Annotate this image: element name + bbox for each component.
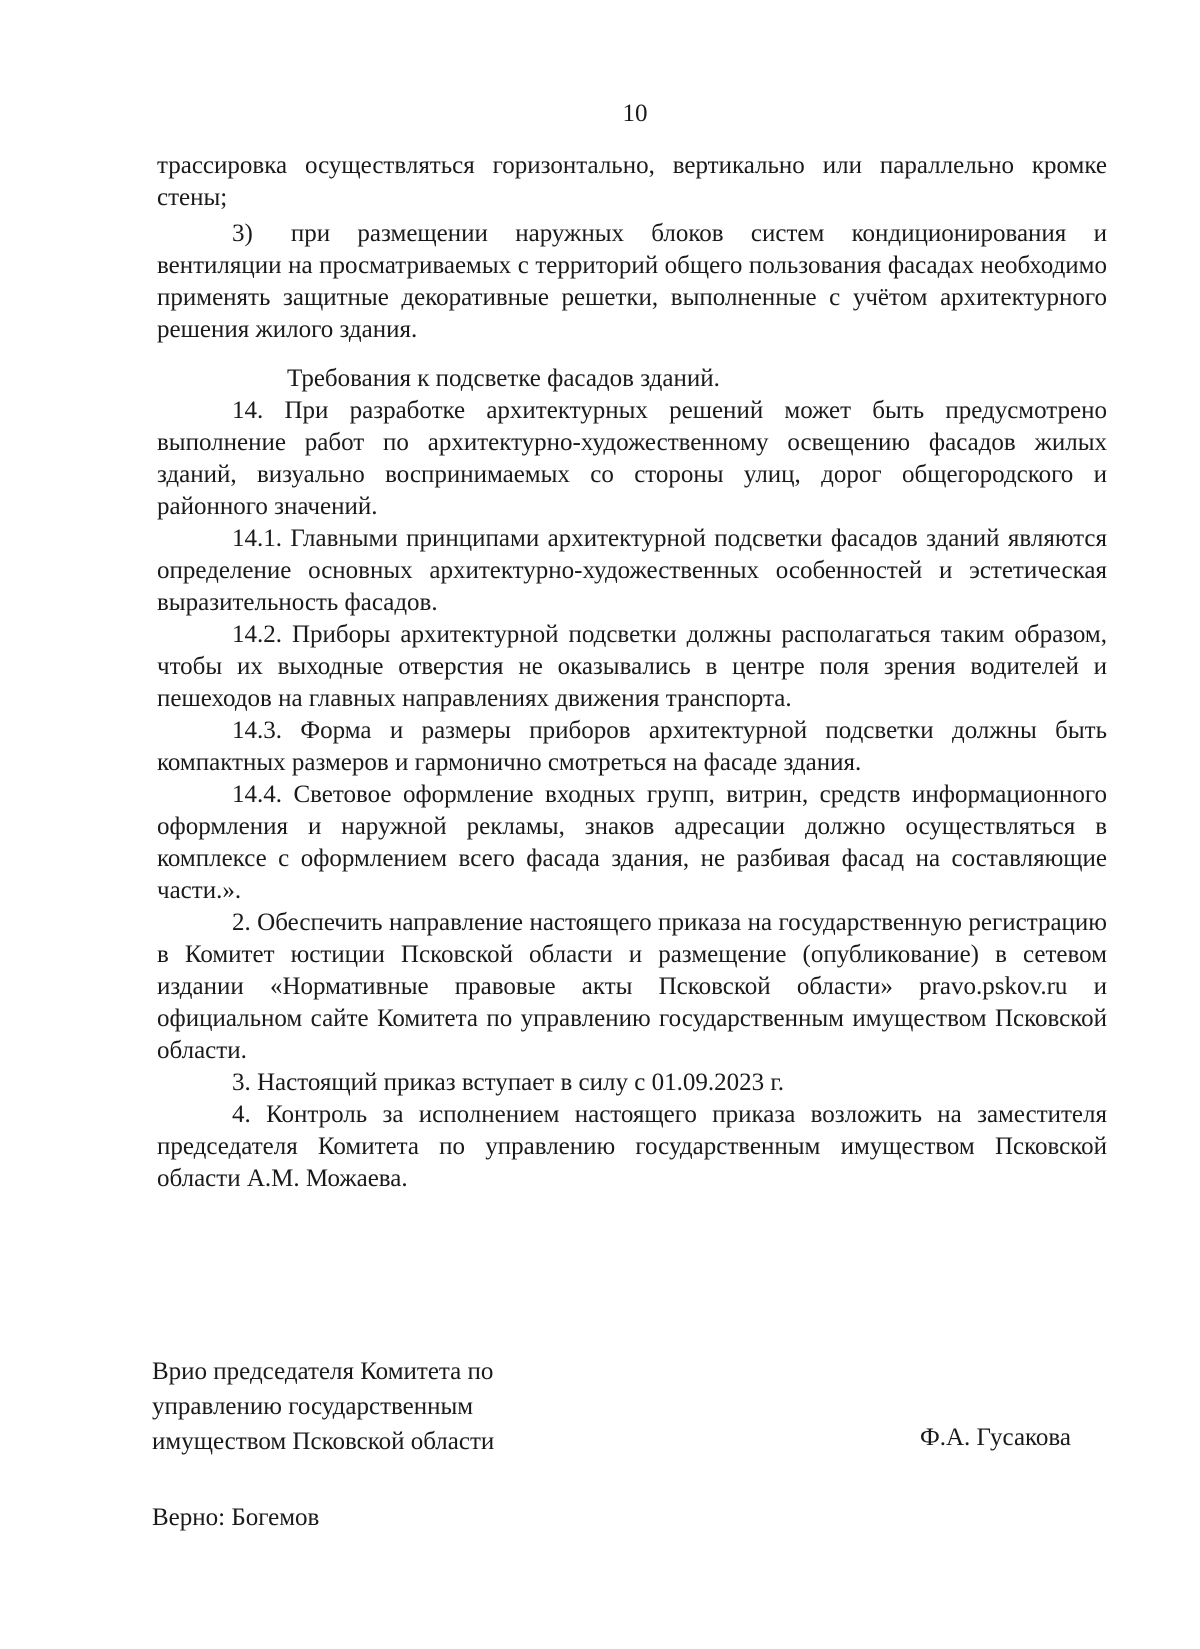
- section-heading: Требования к подсветке фасадов зданий.: [287, 365, 720, 392]
- body-text: [157, 150, 1107, 1195]
- signature-position-line-3: имуществом Псковской области: [152, 1428, 495, 1455]
- signature-position-line-1: Врио председателя Комитета по: [152, 1358, 494, 1385]
- paragraph-item-3: [157, 218, 1107, 346]
- paragraph-continuation: трассировка осуществляться горизонтально, вертикально или параллельно кромке стены;: [157, 152, 1107, 211]
- paragraph-14-1: 14.1. Главными принципами архитектурной подсветки фасадов зданий являются определение основных архитектурно-художественных особенностей и эстетическая выразительность фасадов.: [157, 525, 1107, 616]
- paragraph-14-4: 14.4. Световое оформление входных групп, витрин, средств информационного оформления и наружной рекламы, знаков адресации должно осуществляться в комплексе с оформлением всего фасада здания, не разбивая фасад на составляющие части.».: [157, 781, 1107, 904]
- item-text: при размещении наружных блоков систем кондиционирования и вентиляции на просматриваемых с территорий общего пользования фасадах необходимо применять защитные декоративные решетки, выполненные с учётом архитектурного решения жилого здания.: [157, 220, 1107, 343]
- paragraph-14: 14. При разработке архитектурных решений может быть предусмотрено выполнение работ по архитектурно-художественному освещению фасадов жилых зданий, визуально воспринимаемых со стороны улиц, дорог общегородского и районного значений.: [157, 397, 1107, 520]
- paragraph-item-4: 4. Контроль за исполнением настоящего приказа возложить на заместителя председателя Комитета по управлению государственным имуществом Псковской области А.М. Можаева.: [157, 1101, 1107, 1192]
- certification-note: Верно: Богемов: [152, 1504, 320, 1531]
- signatory-name: Ф.А. Гусакова: [920, 1424, 1072, 1451]
- paragraph-14-3: 14.3. Форма и размеры приборов архитектурной подсветки должны быть компактных размеров и гармонично смотреться на фасаде здания.: [157, 717, 1107, 776]
- paragraph-item-3-effective: 3. Настоящий приказ вступает в силу с 01.09.2023 г.: [232, 1069, 785, 1096]
- paragraph-14-2: 14.2. Приборы архитектурной подсветки должны располагаться таким образом, чтобы их выходные отверстия не оказывались в центре поля зрения водителей и пешеходов на главных направлениях движения транспорта.: [157, 621, 1107, 712]
- paragraph-item-2: 2. Обеспечить направление настоящего приказа на государственную регистрацию в Комитет юстиции Псковской области и размещение (опубликование) в сетевом издании «Нормативные правовые акты Псковской области» pravo.pskov.ru и официальном сайте Комитета по управлению государственным имуществом Псковской области.: [157, 909, 1107, 1064]
- signature-position-line-2: управлению государственным: [152, 1393, 474, 1420]
- page-number: 10: [622, 100, 648, 127]
- item-number: 3): [232, 220, 253, 247]
- signature-position: [152, 1354, 494, 1459]
